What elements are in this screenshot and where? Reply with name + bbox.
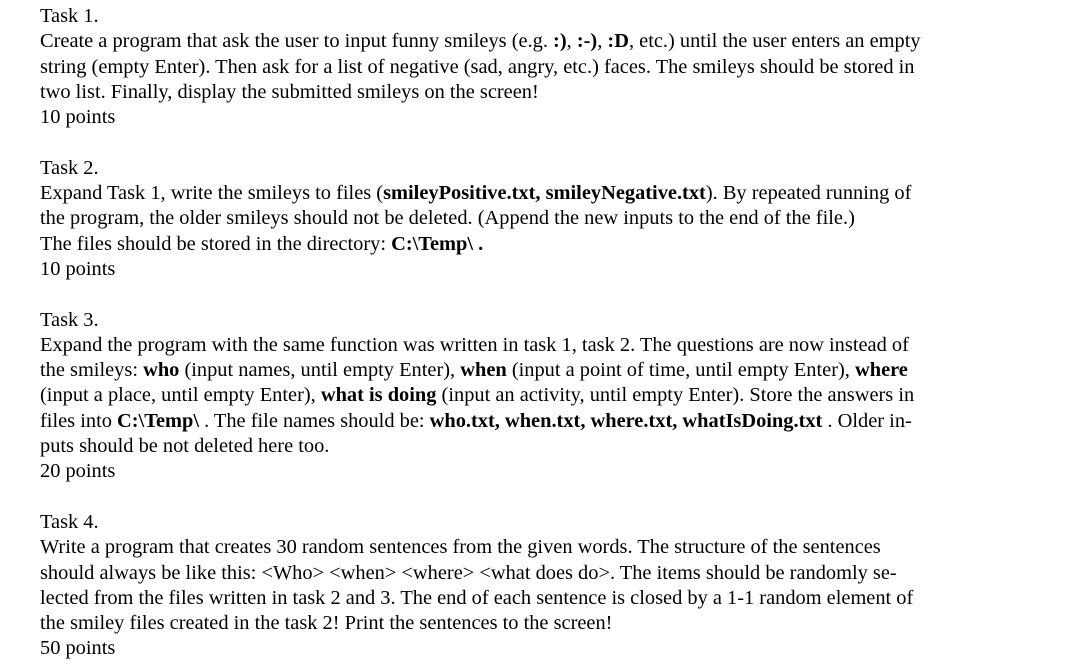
keyword-who: who xyxy=(143,359,180,382)
text-run: Expand Task 1, write the smileys to files ( xyxy=(40,182,384,205)
description-line xyxy=(40,29,1070,54)
keyword-what-is-doing: what is doing xyxy=(320,384,437,407)
text-run: , xyxy=(597,30,608,53)
smiley-example: :D xyxy=(607,30,629,53)
text-run: , xyxy=(566,30,577,53)
task-4 xyxy=(40,510,1070,662)
text-run: the smiley files created in the task 2! Print the sentences to the screen! xyxy=(40,612,613,635)
description-line xyxy=(40,611,1070,636)
task-title: Task 4. xyxy=(40,510,99,533)
task-title: Task 3. xyxy=(40,308,99,331)
task-2 xyxy=(40,156,1070,282)
keyword-when: when xyxy=(460,359,507,382)
file-names: smileyPositive.txt, smileyNegative.txt xyxy=(383,182,706,205)
description-line xyxy=(40,232,1070,257)
task-points: 10 points xyxy=(40,257,116,280)
text-run: (input names, until empty Enter), xyxy=(179,359,461,382)
description-line xyxy=(40,383,1070,408)
text-run: ). By repeated running of xyxy=(705,182,912,205)
text-run: lected from the files written in task 2 and 3. The end of each sentence is closed by a 1-1 random element of xyxy=(40,586,914,609)
task-description xyxy=(40,333,1070,459)
text-run: . Older in- xyxy=(822,409,912,432)
text-run: Write a program that creates 30 random sentences from the given words. The structure of the sentences xyxy=(40,536,881,559)
file-names: who.txt, when.txt, where.txt, whatIsDoing.txt xyxy=(429,409,823,432)
task-3 xyxy=(40,308,1070,485)
directory-path: C:\Temp\ xyxy=(117,409,199,432)
task-points: 50 points xyxy=(40,637,116,660)
description-line xyxy=(40,181,1070,206)
task-description xyxy=(40,29,1070,105)
task-points: 20 points xyxy=(40,460,116,483)
keyword-where: where xyxy=(855,359,908,382)
text-run: (input a point of time, until empty Enter), xyxy=(506,359,855,382)
task-description xyxy=(40,535,1070,636)
description-line xyxy=(40,333,1070,358)
task-description xyxy=(40,181,1070,257)
description-line xyxy=(40,55,1070,80)
assignment-document xyxy=(40,4,1070,662)
description-line xyxy=(40,586,1070,611)
text-run: files into xyxy=(40,409,118,432)
text-run: puts should be not deleted here too. xyxy=(40,435,330,458)
text-run: two list. Finally, display the submitted smileys on the screen! xyxy=(40,80,539,103)
directory-path: C:\Temp\ . xyxy=(391,232,484,255)
text-run: the program, the older smileys should not be deleted. (Append the new inputs to the end of the file.) xyxy=(40,207,855,230)
description-line xyxy=(40,535,1070,560)
task-1 xyxy=(40,4,1070,130)
text-run: string (empty Enter). Then ask for a list of negative (sad, angry, etc.) faces. The smileys should be stored in xyxy=(40,55,915,78)
text-run: (input an activity, until empty Enter). Store the answers in xyxy=(436,384,915,407)
description-line xyxy=(40,80,1070,105)
description-line xyxy=(40,206,1070,231)
text-run: , etc.) until the user enters an empty xyxy=(628,30,921,53)
description-line xyxy=(40,358,1070,383)
text-run: (input a place, until empty Enter), xyxy=(40,384,321,407)
smiley-example: :) xyxy=(553,30,567,53)
text-run: should always be like this: <Who> <when> <where> <what does do>. The items should be randomly se- xyxy=(40,561,897,584)
smiley-example: :-) xyxy=(576,30,598,53)
task-title: Task 2. xyxy=(40,156,99,179)
text-run: . The file names should be: xyxy=(198,409,430,432)
text-run: the smileys: xyxy=(40,359,144,382)
text-run: Create a program that ask the user to input funny smileys (e.g. xyxy=(40,30,554,53)
task-title: Task 1. xyxy=(40,5,99,27)
task-points: 10 points xyxy=(40,106,116,129)
description-line xyxy=(40,561,1070,586)
description-line xyxy=(40,434,1070,459)
description-line xyxy=(40,409,1070,434)
text-run: The files should be stored in the directory: xyxy=(40,232,392,255)
text-run: Expand the program with the same function was written in task 1, task 2. The questions are now instead of xyxy=(40,333,909,356)
